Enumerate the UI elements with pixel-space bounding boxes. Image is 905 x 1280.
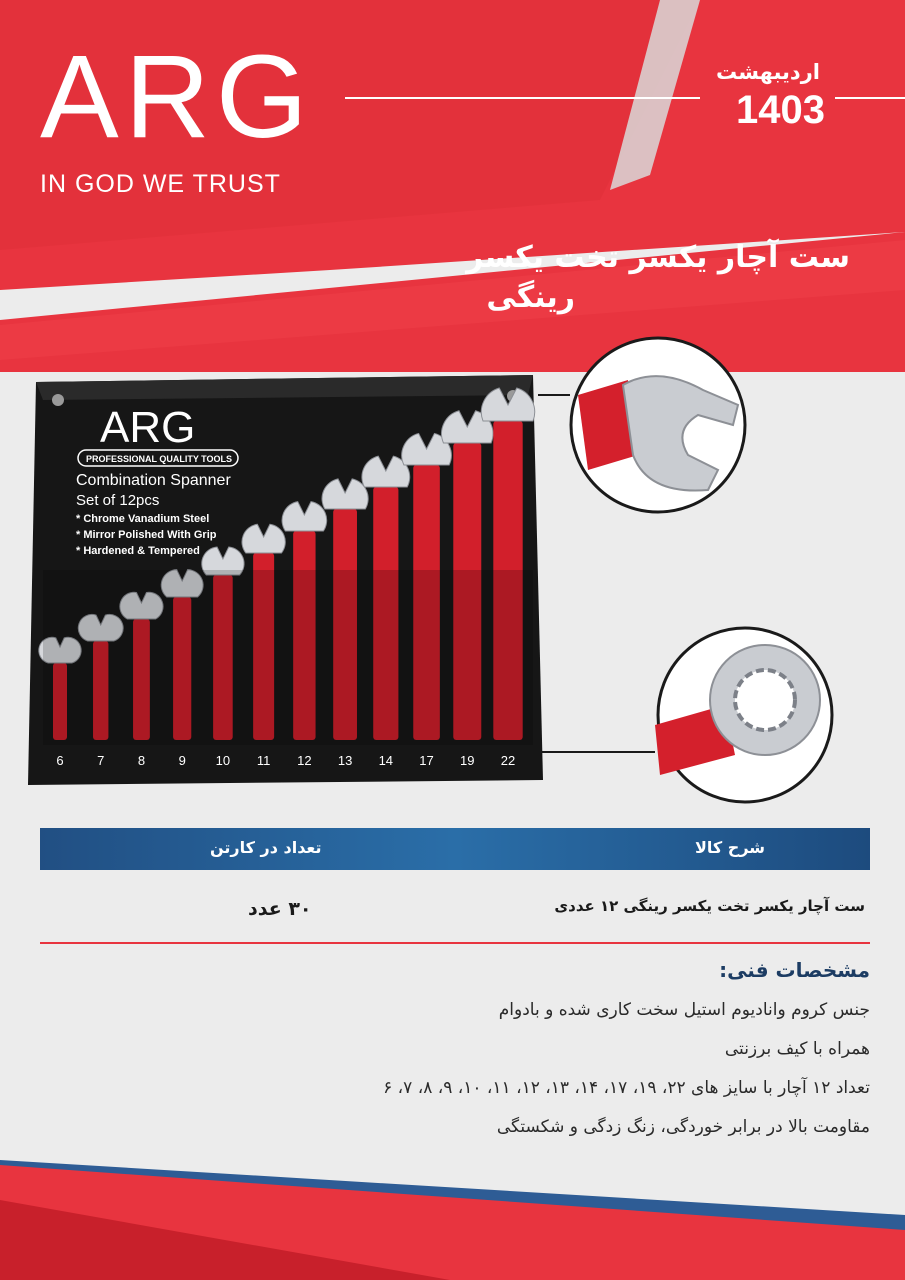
wrench-size-label: 17 (419, 753, 434, 768)
wrench-size-label: 11 (256, 753, 271, 768)
wrench-size-label: 6 (56, 753, 64, 768)
wrench-size-label: 9 (178, 753, 186, 768)
table-row-description: ست آچار یکسر تخت یکسر رینگی ۱۲ عددی (554, 897, 865, 915)
date-month: اردیبهشت (716, 60, 820, 84)
product-title-line2: رینگی (486, 280, 575, 315)
spec-item: مقاومت بالا در برابر خوردگی، زنگ زدگی و شکستگی (496, 1117, 870, 1137)
table-divider (40, 942, 870, 944)
brand-logo: ARG (40, 31, 314, 163)
wrench-size-label: 19 (460, 753, 475, 768)
spec-item: جنس کروم وانادیوم استیل سخت کاری شده و بادوام (498, 1000, 870, 1020)
wrench-size-label: 8 (137, 753, 146, 768)
date-year: 1403 (736, 88, 825, 132)
table-row-quantity: ۳۰ عدد (248, 898, 312, 920)
wrench-size-label: 13 (337, 753, 353, 768)
specs-list (50, 995, 870, 1151)
table-header-description: شرح کالا (694, 838, 765, 857)
spec-item: تعداد ۱۲ آچار با سایز های ۲۲، ۱۹، ۱۷، ۱۴، ۱۳، ۱۲، ۱۱، ۱۰، ۹، ۸، ۷، ۶ (383, 1078, 870, 1098)
ring-end-closeup (655, 625, 835, 805)
open-end-closeup (568, 335, 748, 515)
wrench-ring-bore (735, 670, 795, 730)
pouch-feature2: * Mirror Polished With Grip (76, 529, 217, 541)
brand-tagline: IN GOD WE TRUST (40, 170, 281, 198)
wrench-size-label: 12 (297, 753, 312, 768)
product-title-line1: ست آچار یکسر تخت یکسر (466, 240, 850, 275)
pouch-badge: PROFESSIONAL QUALITY TOOLS (86, 454, 233, 464)
pouch-line1: Combination Spanner (76, 472, 231, 489)
pouch-brand: ARG (100, 403, 196, 452)
wrench-size-label: 14 (378, 753, 394, 768)
specs-title: مشخصات فنی: (719, 958, 870, 982)
wrench-size-label: 22 (500, 753, 516, 768)
spec-item: همراه با کیف برزنتی (724, 1039, 870, 1059)
pouch-line2: Set of 12pcs (76, 492, 160, 509)
pouch-feature1: * Chrome Vanadium Steel (76, 513, 210, 525)
table-header-quantity: تعداد در کارتن (210, 838, 322, 857)
pouch-feature3: * Hardened & Tempered (76, 545, 200, 557)
wrench-size-label: 7 (97, 753, 105, 768)
wrench-size-label: 10 (215, 753, 231, 768)
table-header (40, 828, 870, 870)
